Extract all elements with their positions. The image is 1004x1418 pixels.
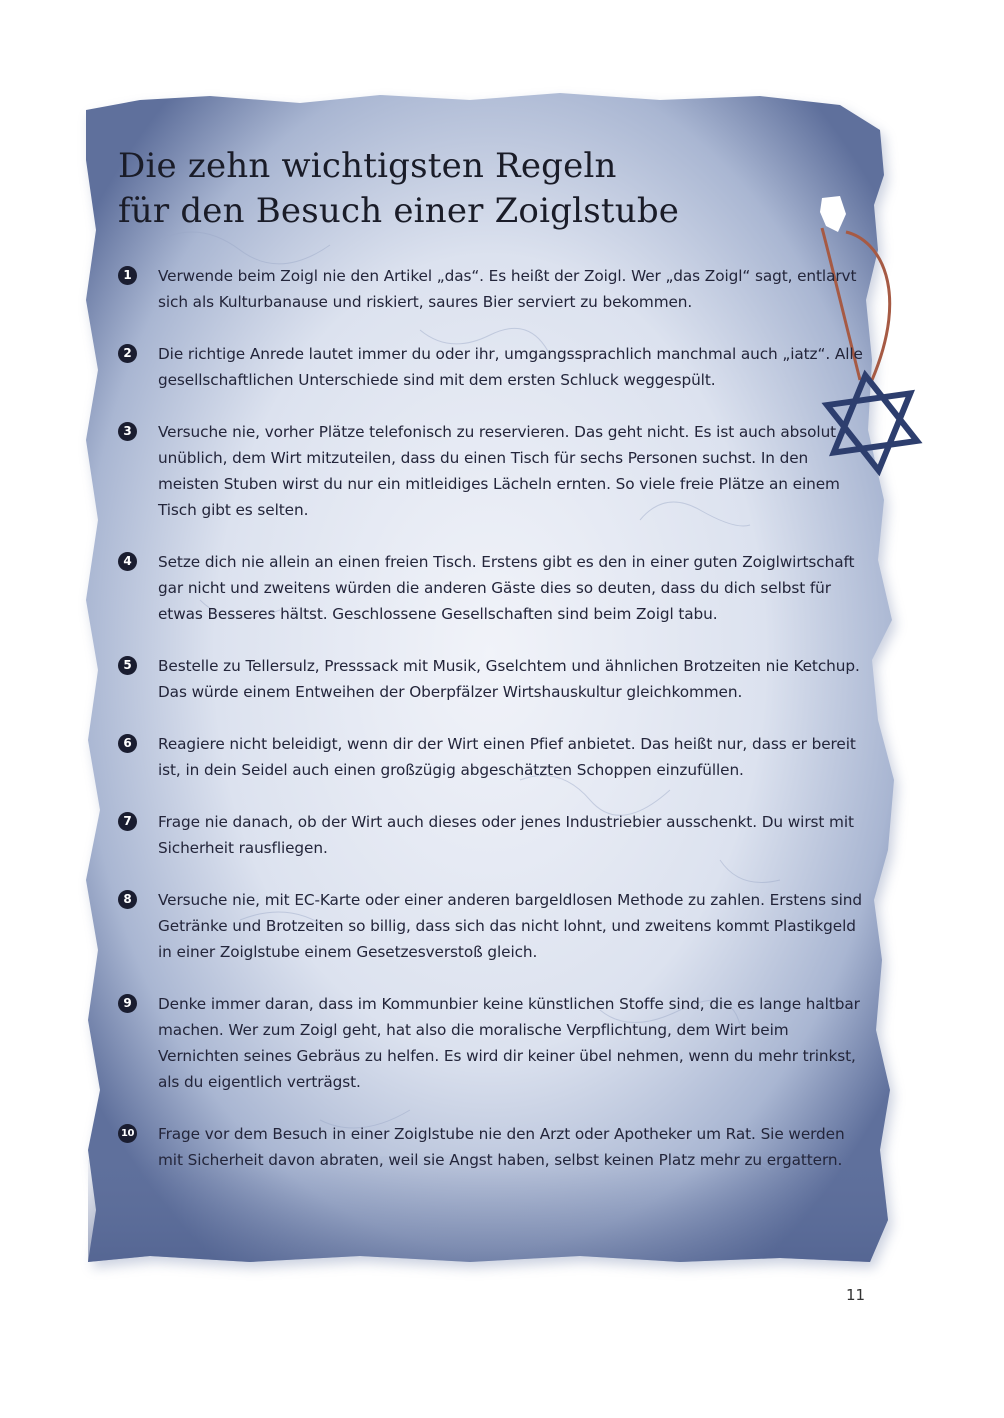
rule-item — [118, 549, 863, 627]
rule-text: Denke immer daran, dass im Kommunbier keine künstlichen Stoffe sind, die es lange haltbar machen. Wer zum Zoigl geht, hat also die moralische Verpflichtung, dem Wirt beim Vernichten seines Gebräus zu helfen. Es wird dir keiner übel nehmen, wenn du mehr trinkst, als du eigentlich verträgst. — [158, 995, 860, 1091]
rule-number-badge: 10 — [118, 1124, 137, 1143]
rule-item — [118, 809, 863, 861]
rule-text: Die richtige Anrede lautet immer du oder ihr, umgangssprachlich manchmal auch „iatz“. Alle gesellschaftlichen Unterschiede sind mit dem ersten Schluck weggespült. — [158, 345, 863, 389]
page-title — [118, 144, 758, 234]
rule-item — [118, 731, 863, 783]
rule-number-badge: 8 — [118, 890, 137, 909]
rule-text: Frage vor dem Besuch in einer Zoiglstube nie den Arzt oder Apotheker um Rat. Sie werden mit Sicherheit davon abraten, weil sie Angst haben, selbst keinen Platz mehr zu ergattern. — [158, 1125, 845, 1169]
rule-text: Verwende beim Zoigl nie den Artikel „das“. Es heißt der Zoigl. Wer „das Zoigl“ sagt, entlarvt sich als Kulturbanause und riskiert, saures Bier serviert zu bekommen. — [158, 267, 857, 311]
rule-text: Frage nie danach, ob der Wirt auch dieses oder jenes Industriebier ausschenkt. Du wirst mit Sicherheit rausfliegen. — [158, 813, 854, 857]
rule-number-badge: 3 — [118, 422, 137, 441]
rule-item — [118, 653, 863, 705]
rule-text: Setze dich nie allein an einen freien Tisch. Erstens gibt es den in einer guten Zoiglwirtschaft gar nicht und zweitens würden die anderen Gäste dies so deuten, dass du dich selbst für etwas Besseres hältst. Geschlossene Gesellschaften sind beim Zoigl tabu. — [158, 553, 855, 623]
rule-number-badge: 7 — [118, 812, 137, 831]
rule-number-badge: 1 — [118, 266, 137, 285]
rule-item — [118, 887, 863, 965]
rule-item — [118, 263, 863, 315]
rule-text: Versuche nie, mit EC-Karte oder einer anderen bargeldlosen Methode zu zahlen. Erstens sind Getränke und Brotzeiten so billig, dass sich das nicht lohnt, und zweitens kommt Plastikgeld in einer Zoiglstube einem Gesetzesverstoß gleich. — [158, 891, 862, 961]
rules-list — [118, 263, 863, 1199]
rule-item — [118, 1121, 863, 1173]
rule-text: Versuche nie, vorher Plätze telefonisch zu reservieren. Das geht nicht. Es ist auch absolut unüblich, dem Wirt mitzuteilen, dass du einen Tisch für sechs Personen suchst. In den meisten Stuben wirst du nur ein mitleidiges Lächeln ernten. So viele freie Plätze an einem Tisch gibt es selten. — [158, 423, 840, 519]
rule-item — [118, 991, 863, 1095]
rule-number-badge: 6 — [118, 734, 137, 753]
rule-item — [118, 341, 863, 393]
rule-item — [118, 419, 863, 523]
rule-number-badge: 4 — [118, 552, 137, 571]
rule-number-badge: 5 — [118, 656, 137, 675]
page-number: 11 — [846, 1286, 866, 1304]
rule-number-badge: 2 — [118, 344, 137, 363]
rule-text: Bestelle zu Tellersulz, Presssack mit Musik, Gselchtem und ähnlichen Brotzeiten nie Ketchup. Das würde einem Entweihen der Oberpfälzer Wirtshauskultur gleichkommen. — [158, 657, 860, 701]
rule-text: Reagiere nicht beleidigt, wenn dir der Wirt einen Pfief anbietet. Das heißt nur, dass er bereit ist, in dein Seidel auch einen großzügig abgeschätzten Schoppen einzufüllen. — [158, 735, 856, 779]
rule-number-badge: 9 — [118, 994, 137, 1013]
title-line-1: Die zehn wichtigsten Regeln — [118, 146, 617, 186]
title-line-2: für den Besuch einer Zoiglstube — [118, 191, 680, 231]
